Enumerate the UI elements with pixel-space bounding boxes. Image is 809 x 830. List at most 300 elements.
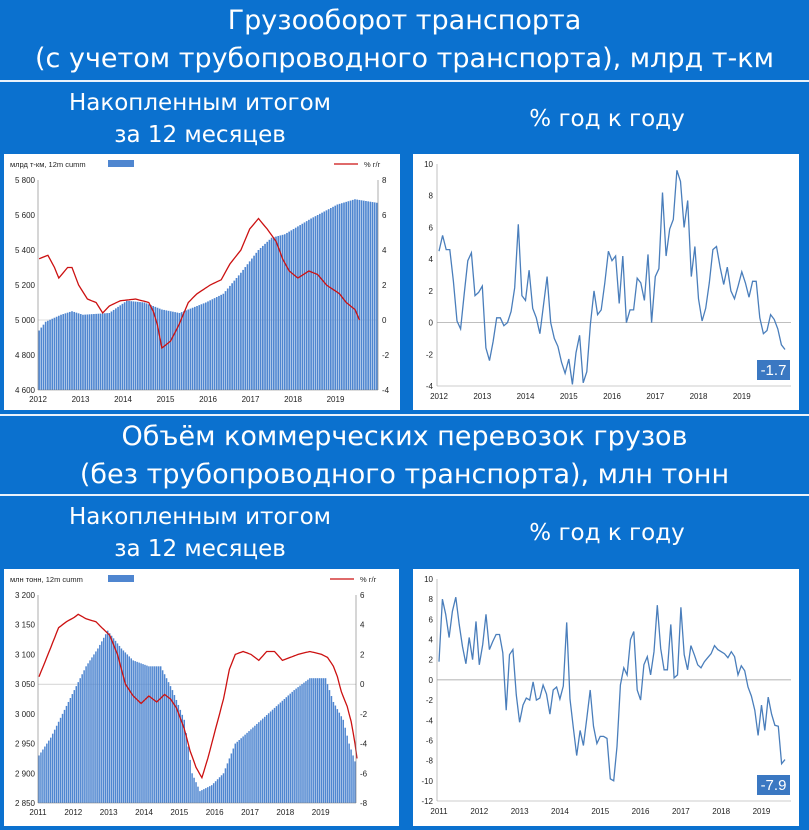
bar [152,306,154,390]
bar [274,708,275,803]
y-right-tick-label: 6 [360,591,365,600]
section1-title-line1: Грузооборот транспорта [227,5,582,36]
bar [54,730,55,803]
bar [185,310,187,390]
bar [148,304,150,390]
bar [185,733,186,803]
bar [44,747,45,803]
section1-title [0,2,809,78]
x-tick-label: 2011 [29,808,47,817]
bar [352,755,353,803]
bar [156,666,157,803]
bar [163,310,165,390]
x-tick-label: 2011 [430,807,448,816]
bar [289,694,290,803]
bar [352,200,354,390]
bar [225,291,227,390]
bar [286,697,287,803]
bar [194,307,196,390]
bar [236,278,238,390]
last-value-label: -1.7 [760,362,787,379]
bar [329,690,330,803]
y-left-tick-label: 4 800 [14,351,35,360]
divider [0,80,809,82]
bar [258,250,260,390]
bar [301,224,303,390]
y-right-tick-label: 2 [360,650,365,660]
bar [315,678,316,803]
bar [326,210,328,390]
bar [76,313,78,390]
y-left-tick-label: 5 800 [14,176,35,185]
y-tick-label: -2 [425,350,433,360]
bar [244,267,246,390]
bar [56,726,57,803]
x-tick-label: 2012 [29,395,47,404]
bar [247,264,249,390]
bar [129,656,130,803]
y-tick-label: 10 [424,575,433,584]
y-right-tick-label: -2 [382,351,390,360]
bar [211,785,212,803]
bar [350,750,351,803]
section2-left-caption [0,501,400,565]
bar [330,208,332,390]
bar [64,710,65,803]
bar [107,631,108,803]
y-tick-label: -4 [425,716,433,726]
bar [146,666,147,803]
bar [299,225,301,390]
bar [305,681,306,803]
legend-bars-swatch [108,160,134,167]
bar [111,311,113,390]
bar [125,652,126,803]
bar [67,313,69,390]
y-tick-label: 4 [428,255,433,265]
cargo-yoy-panel [413,569,799,826]
bar [346,736,347,803]
bar [42,750,43,803]
section1-title-line2: (с учетом трубопроводного транспорта), млрд т-км [35,43,774,74]
x-tick-label: 2018 [712,807,731,816]
last-value-label: -7.9 [760,777,787,794]
bar [339,204,341,390]
bar [309,678,310,803]
bar [244,735,245,803]
bar [80,314,82,390]
bar [270,711,271,803]
bar [100,314,102,390]
bar [56,317,58,390]
bar [327,684,328,803]
bar [124,302,126,390]
bar [288,232,290,390]
bar [310,219,312,391]
bar [249,261,251,390]
bar [246,733,247,803]
bar [262,246,264,390]
bar [207,787,208,803]
y-tick-label: 2 [428,655,433,665]
bar [229,286,231,390]
bar [205,303,207,391]
section1-left-caption [0,87,400,151]
bar [159,309,161,390]
bar [190,309,192,390]
bar [70,698,71,803]
bar [248,731,249,803]
bar [52,734,53,803]
bar [85,666,86,803]
bar [251,259,253,390]
bar [307,680,308,803]
bar [187,747,188,803]
bar [176,313,178,390]
bar [220,295,222,390]
bar [69,312,71,390]
bar [71,311,73,390]
y-tick-label: 8 [428,191,433,201]
bar [91,314,93,390]
bar [113,310,115,390]
bar [212,299,214,390]
bar [137,302,139,390]
bar [359,200,361,390]
cargo-yoy-chart [413,569,799,826]
bar [103,638,104,803]
bar [192,308,194,390]
x-tick-label: 2014 [114,395,132,404]
bar [144,303,146,391]
bar [345,202,347,390]
bar [117,307,119,390]
y-left-tick-label: 3 200 [14,591,35,600]
bar [81,674,82,803]
bar [148,666,149,803]
bar [254,726,255,803]
bar [60,315,62,390]
bar [250,729,251,803]
x-tick-label: 2017 [646,392,665,401]
bar [87,314,89,390]
x-tick-label: 2019 [752,807,771,816]
y-left-tick-label: 5 400 [14,246,35,255]
x-tick-label: 2014 [516,392,535,401]
x-tick-label: 2015 [591,807,610,816]
bar [170,311,172,390]
bar [113,638,114,803]
y-right-tick-label: 2 [382,281,387,290]
bar [203,303,205,390]
bar [344,728,345,803]
bar [48,741,49,803]
x-tick-label: 2019 [311,808,330,817]
bar [293,229,295,390]
bar [142,664,143,803]
bar [46,744,47,803]
y-right-tick-label: -8 [360,799,368,808]
bar [157,308,159,390]
bar [350,201,352,390]
bar [317,678,318,803]
x-tick-label: 2012 [430,392,448,401]
y-tick-label: -12 [421,797,433,806]
bar [262,719,263,803]
y-right-tick-label: 4 [360,620,365,630]
bar [343,203,345,390]
y-left-tick-label: 3 050 [14,680,35,690]
bar [288,695,289,803]
y-left-tick-label: 5 200 [14,281,35,290]
bar [264,244,266,390]
y-tick-label: -8 [425,756,433,766]
bar [297,687,298,803]
divider [0,414,809,416]
bar [84,315,86,390]
bar [136,662,137,803]
bar [242,736,243,803]
bar [178,705,179,803]
bar [233,281,235,390]
bar [108,313,110,390]
bar [342,720,343,803]
bar [341,716,342,803]
bar [291,692,292,803]
bar [372,202,374,390]
y-right-tick-label: 0 [382,316,387,325]
bar [271,238,273,390]
bar [134,661,135,803]
bar [82,315,84,390]
bar [140,663,141,803]
y-right-tick-label: -6 [360,769,368,779]
bar [354,761,355,803]
bar [164,674,165,803]
bar [277,236,279,390]
bar [295,228,297,390]
bar [74,690,75,803]
bar [87,663,88,803]
bar [276,706,277,803]
bar [201,790,202,803]
bar [253,256,255,390]
section2-title-line2: (без трубопроводного транспорта), млн тонн [79,459,730,490]
bar [72,694,73,803]
y-left-tick-label: 2 900 [14,769,35,779]
bar [209,786,210,803]
bar [293,690,294,803]
y-right-tick-label: -4 [382,386,390,395]
bar [161,310,163,391]
bar [313,678,314,803]
bar [278,704,279,803]
x-tick-label: 2019 [732,392,751,401]
bar [170,686,171,803]
bar [199,791,200,803]
bar [104,313,106,390]
y-tick-label: -4 [425,382,433,391]
bar [315,216,317,390]
bar [235,744,236,803]
y-right-tick-label: 4 [382,246,387,255]
bar [339,713,340,803]
bar [73,312,75,390]
bar [216,297,218,390]
bar [132,660,133,803]
bar [111,636,112,803]
legend-line-label: % г/г [360,575,377,584]
divider [0,494,809,496]
bar [146,303,148,390]
bar [333,702,334,803]
x-tick-label: 2013 [510,807,529,816]
section2-title [0,418,809,494]
bar [238,740,239,803]
bar [284,234,286,390]
y-tick-label: 10 [424,160,433,169]
bar [119,646,120,803]
bar [203,789,204,803]
x-tick-label: 2019 [326,395,345,404]
bar [233,749,234,803]
y-tick-label: 6 [428,615,433,625]
bar [77,682,78,803]
bar [273,237,275,390]
bar [209,300,211,390]
bar [311,678,312,803]
bar [331,696,332,803]
y-left-tick-label: 2 850 [14,799,35,808]
bar [93,314,95,390]
bar [286,233,288,390]
bar [130,658,131,803]
bar [328,209,330,390]
bar [266,242,268,390]
bar [105,634,106,803]
section1-left-caption-line1: Накопленным итогом [68,90,332,116]
bar [217,779,218,803]
bar [223,294,225,390]
bar [231,283,233,390]
bar [365,201,367,390]
bar [168,311,170,390]
bar [323,678,324,803]
bar [266,715,267,803]
bar [115,308,117,390]
bar [174,312,176,390]
bar [47,321,49,390]
x-tick-label: 2016 [603,392,621,401]
y-left-tick-label: 5 000 [14,316,35,325]
bar [160,666,161,803]
bar [168,682,169,803]
bar [195,782,196,803]
bar [106,313,108,390]
bar [258,722,259,803]
bar [295,689,296,803]
cargo-12m-panel [4,569,399,826]
bar [76,686,77,803]
bar [227,289,229,391]
bar [183,311,185,390]
bar [62,314,64,390]
y-right-tick-label: -2 [360,709,368,719]
bar [50,738,51,803]
y-tick-label: 0 [428,318,433,328]
bar [58,722,59,803]
bar [227,763,228,803]
bar [109,633,110,803]
bar [181,312,183,390]
bar [268,713,269,803]
bar [95,651,96,803]
bar [97,314,99,390]
bar [304,222,306,390]
bar [221,775,222,803]
section2-right-caption: % год к году [529,520,685,546]
bar [93,654,94,803]
bar [130,301,132,390]
y-left-tick-label: 3 000 [14,709,35,719]
y-tick-label: 4 [428,635,433,645]
bar [38,331,40,391]
bar [213,783,214,803]
bar [91,657,92,803]
x-tick-label: 2017 [671,807,690,816]
bar [150,666,151,803]
bar [205,788,206,803]
y-left-tick-label: 2 950 [14,739,35,749]
bar [158,666,159,803]
bar [348,201,350,390]
bar [301,684,302,803]
bar [223,773,224,803]
bar [95,314,97,390]
x-tick-label: 2016 [199,395,217,404]
y-left-tick-label: 3 150 [14,620,35,630]
x-tick-label: 2015 [170,808,189,817]
bar [299,686,300,803]
y-right-tick-label: 6 [382,211,387,220]
bar [284,699,285,803]
x-tick-label: 2013 [71,395,90,404]
bar [291,230,293,390]
bar [337,709,338,803]
bar [122,304,124,390]
bar [297,226,299,390]
bar [62,714,63,803]
bar [215,781,216,803]
bar [334,206,336,390]
bar [189,760,190,803]
x-tick-label: 2017 [241,395,260,404]
bar [337,205,339,391]
bar [115,641,116,803]
y-tick-label: -6 [425,736,433,746]
bar [197,787,198,803]
bar [97,648,98,803]
bar [319,214,321,390]
x-tick-label: 2018 [276,808,295,817]
legend-bars-swatch [108,575,134,582]
section1-left-caption-line2: за 12 месяцев [114,122,286,148]
bar [89,314,91,390]
bar [144,665,145,803]
bar [361,200,363,390]
bar [214,298,216,390]
bar [255,253,257,390]
